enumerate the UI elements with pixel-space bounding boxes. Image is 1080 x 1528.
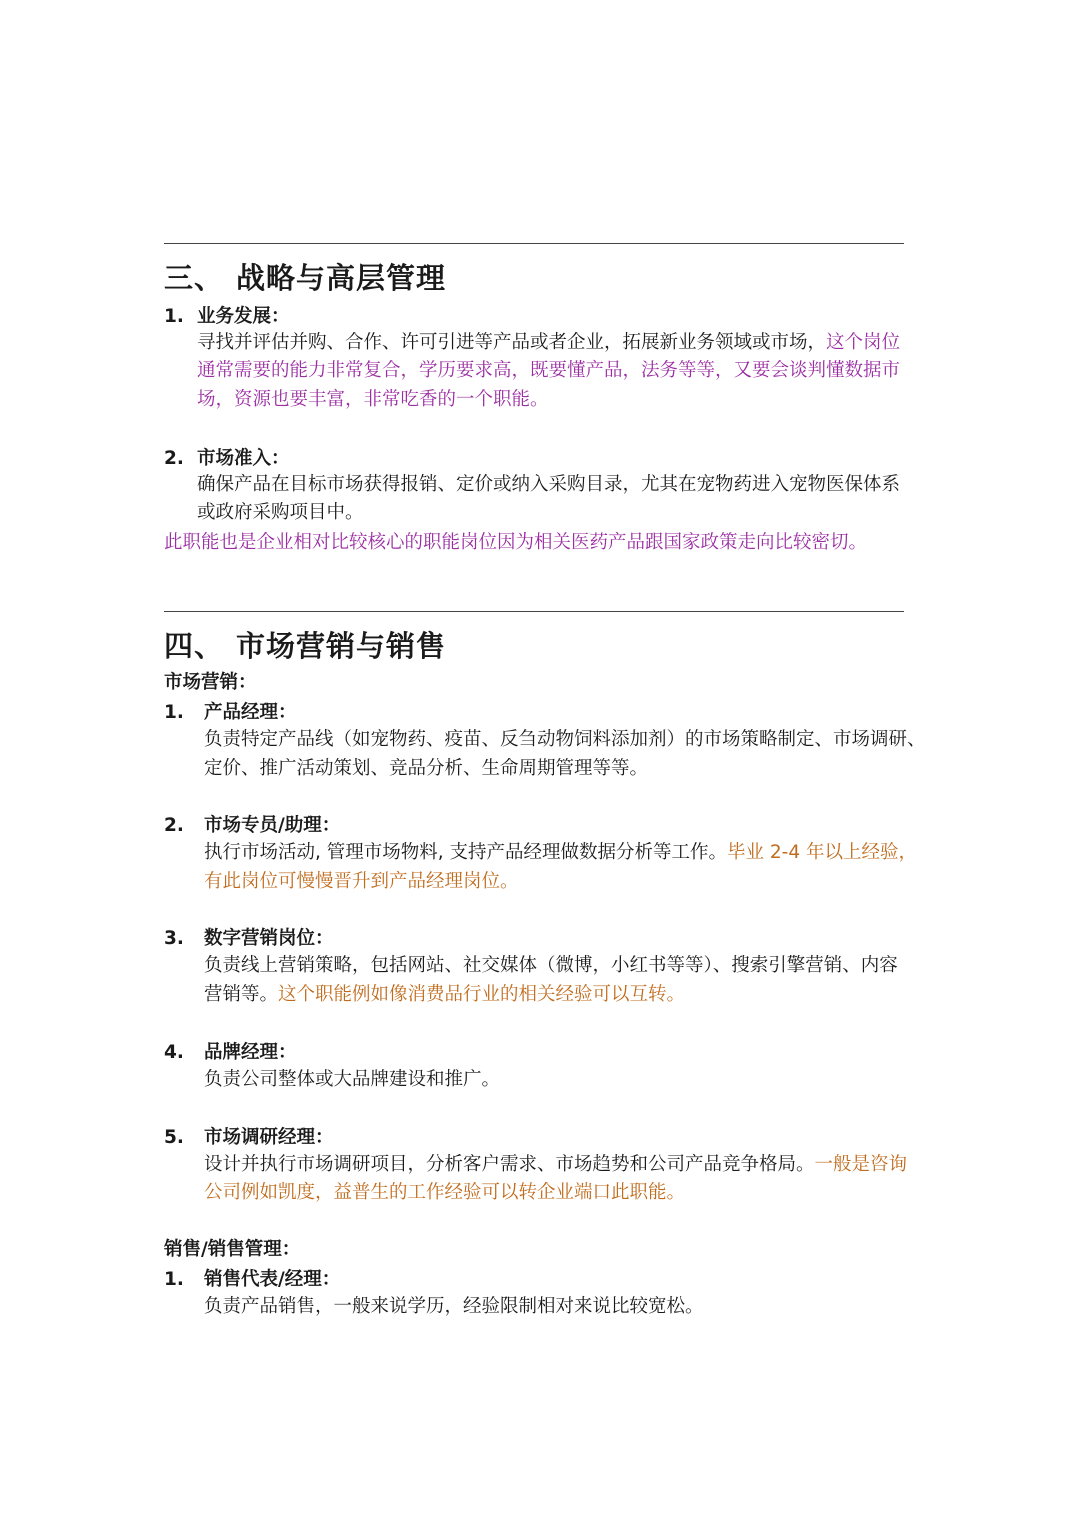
list-item-heading [164, 924, 334, 950]
list-item-heading [164, 811, 340, 837]
section-number: 三、 [164, 261, 225, 295]
highlight-run: 这个岗位 [826, 332, 901, 353]
list-number: 4. [164, 1042, 184, 1063]
list-number: 1. [164, 702, 184, 723]
list-label: 销售代表/经理： [204, 1269, 341, 1290]
subsection-heading: 市场营销： [164, 672, 257, 693]
section-title [164, 624, 446, 665]
list-label: 市场调研经理： [204, 1127, 334, 1148]
paragraph-line [204, 1151, 907, 1179]
section-divider [164, 611, 904, 612]
note-line: 此职能也是企业相对比较核心的职能岗位因为相关医药产品跟国家政策走向比较密切。 [164, 532, 868, 553]
section-title-text: 战略与高层管理 [236, 261, 447, 295]
list-label: 产品经理： [204, 702, 297, 723]
list-item-heading [164, 1038, 297, 1064]
paragraph-line [197, 329, 900, 357]
highlight-run: 这个职能例如像消费品行业的相关经验可以互转。 [278, 984, 686, 1005]
list-number: 5. [164, 1127, 184, 1148]
paragraph-line: 公司例如凯度，益普生的工作经验可以转企业端口此职能。 [204, 1182, 686, 1203]
paragraph-line: 确保产品在目标市场获得报销、定价或纳入采购目录，尤其在宠物药进入宠物医保体系 [197, 474, 901, 495]
list-number: 2. [164, 815, 184, 836]
paragraph-line: 或政府采购项目中。 [197, 502, 364, 523]
section-title-text: 市场营销与销售 [236, 629, 447, 663]
list-label: 数字营销岗位： [204, 928, 334, 949]
text-run: 寻找并评估并购、合作、许可引进等产品或者企业，拓展新业务领域或市场， [197, 332, 827, 353]
subsection-heading: 销售/销售管理： [164, 1239, 301, 1260]
text-run: 营销等。 [204, 984, 279, 1005]
list-number: 1. [164, 1269, 184, 1290]
paragraph-line: 场，资源也要丰富，非常吃香的一个职能。 [197, 389, 549, 410]
list-item-heading [164, 1265, 340, 1291]
paragraph-line: 有此岗位可慢慢晋升到产品经理岗位。 [204, 871, 519, 892]
list-label: 市场专员/助理： [204, 815, 341, 836]
list-label: 市场准入： [197, 448, 290, 469]
paragraph-line: 定价、推广活动策划、竞品分析、生命周期管理等等。 [204, 758, 649, 779]
list-number: 1. [164, 306, 184, 327]
list-item-heading [164, 444, 290, 470]
text-run: 执行市场活动, 管理市场物料, 支持产品经理做数据分析等工作。 [204, 842, 728, 863]
text-run: 设计并执行市场调研项目，分析客户需求、市场趋势和公司产品竞争格局。 [204, 1154, 815, 1175]
paragraph-line: 通常需要的能力非常复合，学历要求高，既要懂产品，法务等等，又要会谈判懂数据市 [197, 360, 901, 381]
section-number: 四、 [164, 629, 225, 663]
paragraph-line: 负责公司整体或大品牌建设和推广。 [204, 1069, 501, 1090]
paragraph-line: 负责产品销售，一般来说学历，经验限制相对来说比较宽松。 [204, 1296, 704, 1317]
section-title [164, 256, 446, 297]
highlight-run: 毕业 2-4 年以上经验， [727, 842, 918, 863]
list-label: 品牌经理： [204, 1042, 297, 1063]
list-number: 2. [164, 448, 184, 469]
list-number: 3. [164, 928, 184, 949]
paragraph-line: 负责线上营销策略，包括网站、社交媒体（微博，小红书等等）、搜索引擎营销、内容 [204, 955, 898, 976]
list-item-heading [164, 1123, 334, 1149]
paragraph-line [204, 839, 917, 867]
list-label: 业务发展： [197, 306, 290, 327]
section-divider [164, 243, 904, 244]
list-item-heading [164, 302, 290, 328]
paragraph-line [204, 981, 685, 1009]
highlight-run: 一般是咨询 [814, 1154, 908, 1175]
list-item-heading [164, 698, 297, 724]
paragraph-line: 负责特定产品线（如宠物药、疫苗、反刍动物饲料添加剂）的市场策略制定、市场调研、 [204, 729, 926, 750]
